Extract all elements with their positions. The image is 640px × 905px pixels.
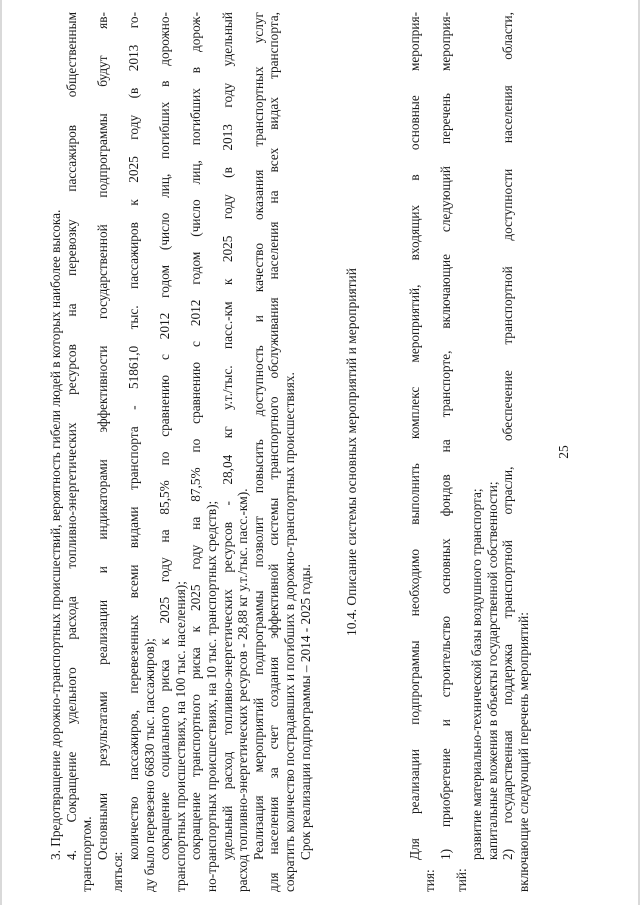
- text-line: но-транспортных происшествиях, на 10 тыс. транспортных средств);: [204, 500, 219, 892]
- text-line: капитальные вложения в объекты государственной собственности;: [484, 481, 500, 860]
- text-line: тия:: [422, 869, 438, 892]
- text-line: транспортом.: [79, 816, 95, 892]
- text-line: 3. Предотвращение дорожно-транспортных происшествий, вероятность гибели людей в которых наиболее высока.: [48, 209, 63, 860]
- section-heading: 10.4. Описание системы основных мероприятий и мероприятий: [344, 267, 360, 637]
- text-line: удельный расход топливно-энергетических ресурсов - 28,04 кг у.т./тыс. пасс.-км к 2025 году (в 2013 году удельный: [219, 12, 235, 860]
- text-line: 4. Сокращение удельного расхода топливно-энергетических ресурсов на перевозку пассажиров общественным: [63, 12, 79, 860]
- text-line: 2) государственная поддержка транспортной отрасли, обеспечение транспортной доступности населения области,: [500, 12, 516, 860]
- text-line: тий:: [453, 868, 469, 892]
- rotated-text-block: [30, 12, 610, 892]
- scan-edge-left: [0, 0, 2, 905]
- text-line: ду было перевезено 66830 тыс. пассажиров);: [141, 638, 157, 892]
- text-line: расход топливно-энергетических ресурсов - 28,88 кг у.т./тыс. пасс.-км).: [235, 488, 251, 892]
- text-line: Основными результатами реализации и индикаторами эффективности государственной подпрограммы будут яв-: [94, 12, 110, 860]
- text-line: Срок реализации подпрограммы – 2014 - 2025 годы.: [297, 564, 313, 860]
- text-line: Реализация мероприятий подпрограммы позволит повысить доступность и качество оказания транспортных услуг: [250, 12, 266, 860]
- text-line: сократить количество пострадавших и погибших в дорожно-транспортных происшествиях.: [282, 372, 297, 892]
- text-line: развитие материально-технической базы воздушного транспорта;: [469, 488, 485, 860]
- text-line: сокращение социального риска к 2025 году на 85,5% по сравнению с 2012 годом (число лиц, погибших в дорожно-: [157, 12, 173, 860]
- text-line: для населения за счет создания эффективной системы транспортного обслуживания населения на всех видах транспорта,: [266, 12, 282, 892]
- text-line: включающие следующий перечень мероприятий:: [516, 612, 531, 892]
- text-line: количество пассажиров, перевезенных всеми видами транспорта - 51861,0 тыс. пассажиров к 2025 году (в 2013 го-: [126, 12, 141, 860]
- text-line: ляться:: [110, 851, 126, 892]
- text-line: Для реализации подпрограммы необходимо выполнить комплекс мероприятий, входящих в основные мероприя-: [406, 12, 422, 860]
- text-line: сокращение транспортного риска к 2025 году на 87,5% по сравнению с 2012 годом (число лиц, погибших в дорож-: [188, 12, 204, 860]
- page-number: 25: [556, 445, 571, 459]
- text-line: 1) приобретение и строительство основных фондов на транспорте, включающие следующий перечень мероприя-: [438, 12, 453, 860]
- text-line: транспортных происшествиях, на 100 тыс. населения);: [172, 581, 188, 892]
